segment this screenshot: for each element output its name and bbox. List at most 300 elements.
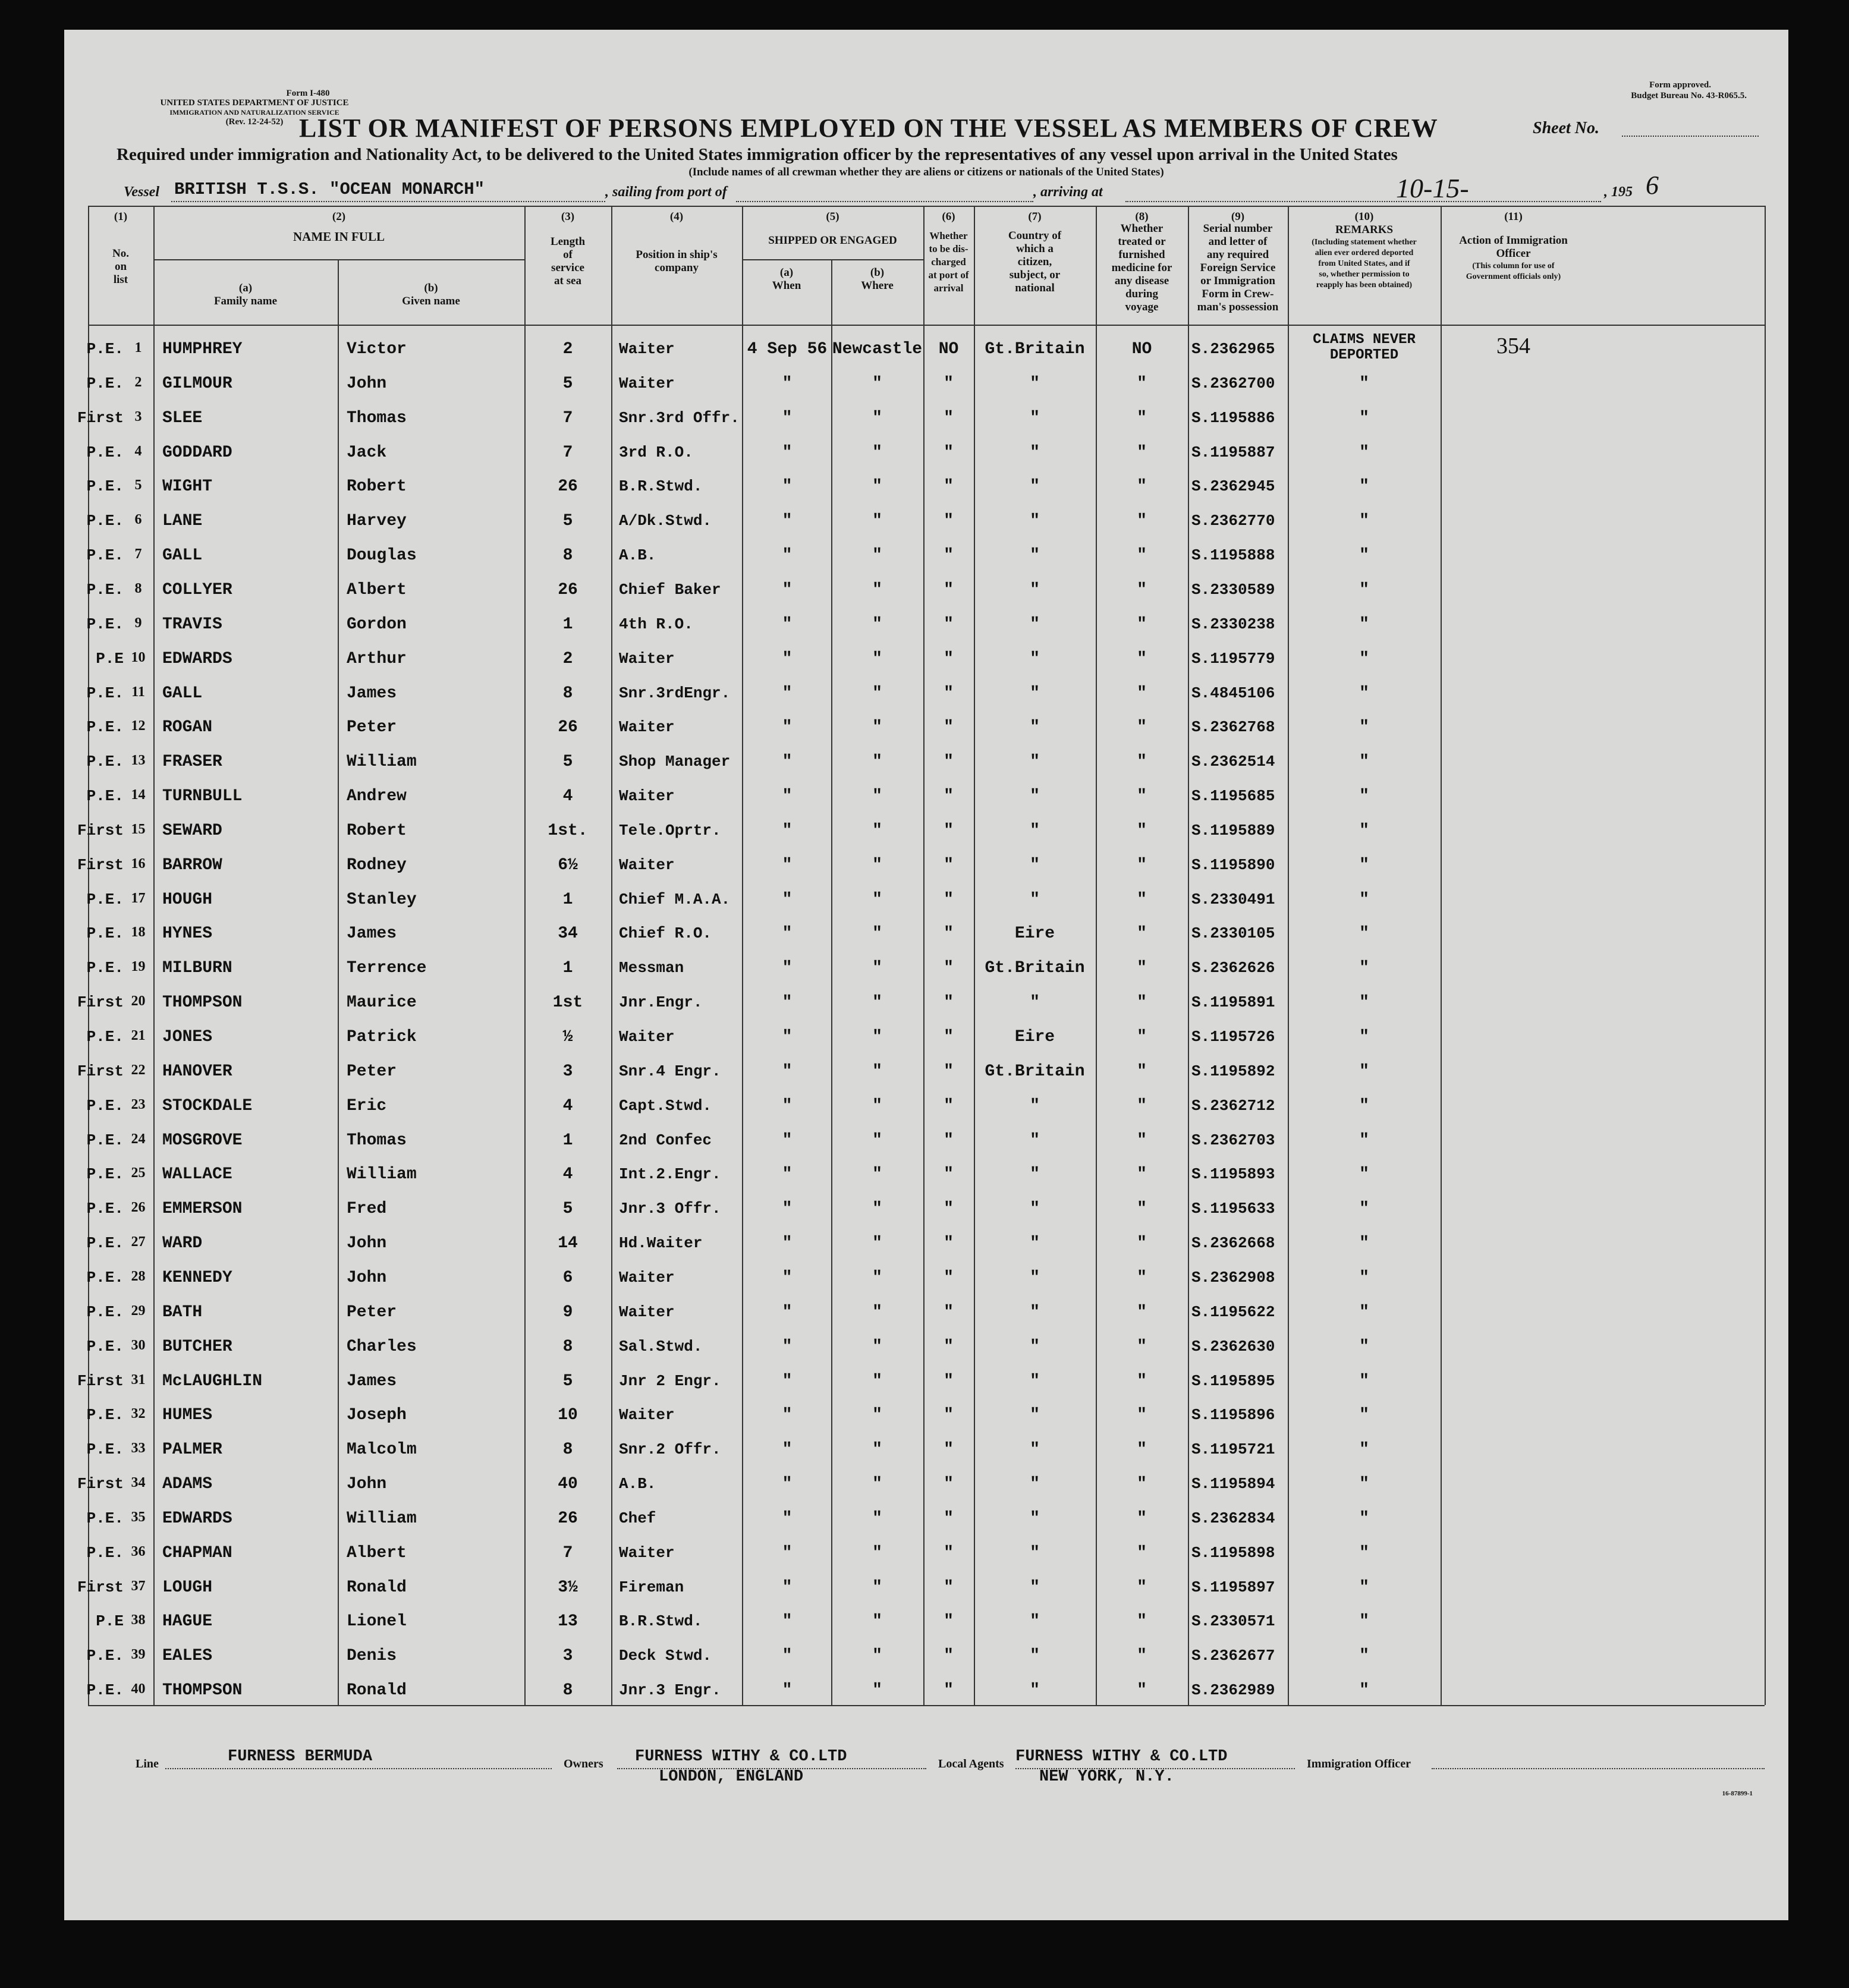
row-number: 14: [131, 787, 146, 803]
cell-length: 34: [558, 924, 578, 943]
cell-medicine: ": [1137, 1681, 1147, 1700]
cell-length: 5: [562, 512, 573, 531]
cell-given: William: [347, 753, 417, 772]
row-prefix: P.E.: [86, 1337, 124, 1355]
cell-given: Ronald: [347, 1681, 407, 1700]
row-prefix: P.E: [96, 649, 124, 668]
col1-label-1: No.: [112, 247, 129, 260]
cell-where: ": [872, 1372, 882, 1391]
row-number: 20: [131, 993, 146, 1009]
cell-family: STOCKDALE: [162, 1096, 253, 1115]
cell-serial: S.2362945: [1191, 477, 1275, 496]
col9-label-6: Form in Crew-: [1202, 288, 1274, 300]
col9-label-3: any required: [1206, 248, 1269, 261]
cell-family: EMMERSON: [162, 1200, 243, 1219]
cell-remarks: ": [1359, 1440, 1369, 1459]
cell-serial: S.2330105: [1191, 924, 1275, 943]
col1-number: (1): [114, 210, 128, 223]
cell-discharged: ": [944, 580, 954, 599]
row-number: 31: [131, 1372, 146, 1388]
row-number: 35: [131, 1509, 146, 1525]
cell-position: Chief Baker: [619, 580, 721, 599]
row-number: 12: [131, 718, 146, 734]
cell-given: Ronald: [347, 1578, 407, 1597]
col7-label-1: Country of: [1008, 229, 1062, 242]
cell-given: Thomas: [347, 408, 407, 427]
table-row: [88, 1155, 1812, 1189]
col2a-label: Family name: [213, 295, 278, 307]
col2a-letter: (a): [238, 282, 253, 294]
cell-country: ": [1030, 1303, 1040, 1322]
budget-bureau: Budget Bureau No. 43-R065.5.: [1631, 91, 1747, 100]
cell-given: Robert: [347, 821, 407, 840]
cell-discharged: ": [944, 684, 954, 703]
cell-where: ": [872, 1028, 882, 1046]
row-prefix: P.E.: [86, 1440, 124, 1459]
cell-family: TRAVIS: [162, 615, 222, 634]
col6-label-4: at port of: [928, 269, 969, 281]
col10-label-4: so, whether permission to: [1319, 270, 1410, 279]
cell-given: Stanley: [347, 890, 417, 909]
cell-family: ADAMS: [162, 1475, 213, 1494]
cell-length: 13: [558, 1612, 578, 1631]
col9-label-1: Serial number: [1203, 222, 1273, 235]
row-number: 30: [131, 1337, 146, 1353]
col9-number: (9): [1231, 210, 1245, 223]
row-prefix: P.E.: [86, 512, 124, 530]
col8-label-7: voyage: [1125, 301, 1159, 313]
cell-when: ": [782, 718, 793, 737]
table-row: [88, 1395, 1812, 1430]
cell-length: 8: [562, 1337, 573, 1356]
cell-discharged: ": [944, 512, 954, 531]
cell-family: COLLYER: [162, 580, 232, 599]
cell-country: ": [1030, 1131, 1040, 1150]
cell-where: ": [872, 1268, 882, 1287]
cell-country: ": [1030, 1200, 1040, 1219]
cell-country: ": [1030, 787, 1040, 806]
cell-where: ": [872, 374, 882, 393]
cell-when: ": [782, 1200, 793, 1219]
cell-medicine: ": [1137, 684, 1147, 703]
cell-where: ": [872, 1200, 882, 1219]
cell-position: Snr.3rdEngr.: [619, 684, 731, 702]
cell-when: ": [782, 1578, 793, 1597]
cell-position: Waiter: [619, 340, 675, 358]
table-row: [88, 1533, 1812, 1568]
cell-country: ": [1030, 1372, 1040, 1391]
cell-family: McLAUGHLIN: [162, 1372, 263, 1391]
col11-label-4: Government officials only): [1466, 272, 1561, 281]
row-prefix: P.E.: [86, 443, 124, 461]
row-number: 13: [131, 753, 146, 769]
cell-where: ": [872, 855, 882, 875]
cell-discharged: ": [944, 821, 954, 840]
row-prefix: P.E.: [86, 1543, 124, 1562]
row-prefix: First: [77, 993, 124, 1012]
row-prefix: P.E.: [86, 1681, 124, 1700]
cell-given: Patrick: [347, 1028, 417, 1046]
cell-length: 8: [562, 1681, 573, 1700]
col8-label-6: during: [1125, 288, 1158, 300]
cell-family: LOUGH: [162, 1578, 213, 1597]
cell-position: Messman: [619, 959, 684, 977]
cell-remarks: ": [1359, 959, 1369, 978]
cell-when: ": [782, 408, 793, 427]
cell-country: ": [1030, 1647, 1040, 1666]
cell-discharged: ": [944, 546, 954, 565]
cell-discharged: ": [944, 1200, 954, 1219]
cell-discharged: ": [944, 374, 954, 393]
arrival-date: 10-15-: [1396, 173, 1469, 203]
cell-where: ": [872, 1612, 882, 1631]
cell-discharged: NO: [938, 340, 959, 358]
cell-where: Newcastle: [832, 340, 923, 358]
table-row: [88, 536, 1812, 570]
cell-position: Snr.2 Offr.: [619, 1440, 721, 1459]
cell-when: ": [782, 1268, 793, 1287]
row-number: 39: [131, 1647, 146, 1663]
cell-where: ": [872, 684, 882, 703]
cell-medicine: ": [1137, 477, 1147, 496]
cell-position: 3rd R.O.: [619, 443, 693, 461]
cell-position: B.R.Stwd.: [619, 1612, 703, 1631]
cell-country: ": [1030, 615, 1040, 634]
col11-label-1: Action of Immigration: [1459, 234, 1568, 247]
cell-given: Douglas: [347, 546, 417, 565]
row-prefix: P.E.: [86, 718, 124, 737]
cell-country: ": [1030, 753, 1040, 772]
cell-remarks: ": [1359, 477, 1369, 496]
cell-where: ": [872, 649, 882, 668]
cell-when: ": [782, 615, 793, 634]
cell-remarks: ": [1359, 649, 1369, 668]
immigration-officer-label: Immigration Officer: [1307, 1757, 1411, 1770]
cell-serial: S.1195898: [1191, 1543, 1275, 1562]
row-prefix: First: [77, 821, 124, 839]
cell-where: ": [872, 1475, 882, 1494]
cell-remarks: ": [1359, 1028, 1369, 1046]
row-number: 36: [131, 1543, 146, 1559]
cell-where: ": [872, 1337, 882, 1356]
department-name: UNITED STATES DEPARTMENT OF JUSTICE: [160, 98, 349, 108]
cell-where: ": [872, 890, 882, 909]
col8-number: (8): [1135, 210, 1149, 223]
cell-where: ": [872, 477, 882, 496]
row-prefix: P.E.: [86, 1096, 124, 1115]
row-number: 10: [131, 649, 146, 665]
row-number: 19: [131, 959, 146, 975]
cell-when: ": [782, 924, 793, 943]
owners-label: Owners: [564, 1757, 603, 1770]
row-prefix: P.E.: [86, 1200, 124, 1218]
col5b-letter: (b): [870, 266, 885, 279]
cell-position: Tele.Oprtr.: [619, 821, 721, 839]
cell-discharged: ": [944, 1062, 954, 1081]
cell-serial: S.2362965: [1191, 340, 1275, 358]
cell-medicine: ": [1137, 1475, 1147, 1494]
row-prefix: First: [77, 1578, 124, 1596]
col6-label-1: Whether: [929, 230, 968, 241]
row-prefix: First: [77, 1475, 124, 1493]
vessel-label: Vessel: [124, 184, 159, 200]
cell-position: A.B.: [619, 546, 656, 565]
cell-discharged: ": [944, 1096, 954, 1115]
cell-remarks: ": [1359, 1131, 1369, 1150]
cell-where: ": [872, 1165, 882, 1184]
cell-length: 7: [562, 1543, 573, 1562]
cell-country: ": [1030, 1337, 1040, 1356]
row-prefix: P.E.: [86, 1268, 124, 1286]
cell-family: GODDARD: [162, 443, 232, 462]
cell-length: 1st.: [548, 821, 588, 840]
row-prefix: P.E.: [86, 924, 124, 943]
row-prefix: P.E.: [86, 1131, 124, 1149]
cell-remarks: ": [1359, 1543, 1369, 1562]
cell-length: 26: [558, 580, 578, 599]
cell-country: ": [1030, 1406, 1040, 1425]
row-prefix: P.E.: [86, 546, 124, 565]
cell-country: ": [1030, 718, 1040, 737]
cell-country: ": [1030, 649, 1040, 668]
cell-family: EALES: [162, 1647, 213, 1666]
col2b-label: Given name: [402, 295, 460, 307]
manifest-sheet: [64, 30, 1788, 1920]
cell-country: ": [1030, 546, 1040, 565]
cell-country: ": [1030, 408, 1040, 427]
col4-number: (4): [669, 210, 684, 223]
cell-medicine: ": [1137, 993, 1147, 1012]
cell-where: ": [872, 1234, 882, 1253]
cell-when: ": [782, 993, 793, 1012]
cell-remarks: ": [1359, 993, 1369, 1012]
cell-medicine: ": [1137, 580, 1147, 599]
cell-given: James: [347, 1372, 397, 1391]
cell-discharged: ": [944, 477, 954, 496]
cell-position: A/Dk.Stwd.: [619, 512, 712, 530]
table-row: [77, 1568, 1812, 1602]
cell-length: 2: [562, 340, 573, 358]
cell-country: ": [1030, 1681, 1040, 1700]
cell-serial: S.2362626: [1191, 959, 1275, 977]
vessel-name: BRITISH T.S.S. "OCEAN MONARCH": [174, 180, 485, 199]
cell-remarks: ": [1359, 580, 1369, 599]
table-row: [77, 398, 1812, 433]
cell-position: Jnr 2 Engr.: [619, 1372, 721, 1390]
year-suffix: 6: [1646, 171, 1659, 200]
cell-position: Snr.3rd Offr.: [619, 408, 740, 427]
col10-label-2: alien ever ordered deported: [1315, 248, 1414, 257]
cell-country: Gt.Britain: [985, 959, 1085, 978]
table-row: [88, 467, 1812, 501]
cell-country: ": [1030, 684, 1040, 703]
cell-serial: S.1195893: [1191, 1165, 1275, 1184]
cell-given: Joseph: [347, 1406, 407, 1425]
cell-given: William: [347, 1165, 417, 1184]
cell-family: GALL: [162, 684, 203, 703]
col11-label-2: Officer: [1496, 247, 1531, 260]
row-prefix: P.E.: [86, 615, 124, 633]
cell-given: Lionel: [347, 1612, 407, 1631]
col8-label-4: medicine for: [1111, 262, 1172, 274]
table-row: [88, 364, 1812, 398]
cell-country: ": [1030, 1475, 1040, 1494]
cell-remarks: ": [1359, 1372, 1369, 1391]
row-prefix: P.E.: [86, 787, 124, 806]
cell-family: SLEE: [162, 408, 203, 427]
cell-length: 6½: [558, 855, 578, 875]
cell-remarks: ": [1359, 1062, 1369, 1081]
cell-position: Jnr.Engr.: [619, 993, 703, 1012]
cell-serial: S.1195897: [1191, 1578, 1275, 1596]
cell-given: Malcolm: [347, 1440, 417, 1459]
cell-when: ": [782, 443, 793, 462]
cell-family: LANE: [162, 512, 203, 531]
table-row: [77, 1464, 1812, 1499]
cell-where: ": [872, 1578, 882, 1597]
row-number: 2: [134, 374, 142, 390]
cell-when: ": [782, 546, 793, 565]
cell-where: ": [872, 821, 882, 840]
cell-serial: S.1195887: [1191, 443, 1275, 461]
row-number: 5: [134, 477, 142, 493]
row-prefix: P.E.: [86, 340, 124, 358]
cell-medicine: ": [1137, 546, 1147, 565]
cell-length: 7: [562, 443, 573, 462]
cell-position: Chief M.A.A.: [619, 890, 731, 908]
cell-given: John: [347, 1268, 387, 1287]
owners-value-2: LONDON, ENGLAND: [659, 1768, 804, 1786]
table-row: [88, 570, 1812, 605]
cell-discharged: ": [944, 1372, 954, 1391]
cell-length: 3: [562, 1062, 573, 1081]
row-prefix: P.E.: [86, 1647, 124, 1665]
cell-medicine: ": [1137, 1062, 1147, 1081]
cell-remarks: ": [1359, 753, 1369, 772]
cell-serial: S.1195895: [1191, 1372, 1275, 1390]
cell-length: 1: [562, 959, 573, 978]
table-row: [88, 1189, 1812, 1223]
cell-given: Albert: [347, 580, 407, 599]
cell-medicine: ": [1137, 649, 1147, 668]
cell-country: ": [1030, 1096, 1040, 1115]
cell-serial: S.2362908: [1191, 1268, 1275, 1286]
cell-where: ": [872, 787, 882, 806]
cell-remarks: ": [1359, 546, 1369, 565]
cell-serial: S.2362700: [1191, 374, 1275, 392]
table-row: [88, 948, 1812, 983]
cell-discharged: ": [944, 1543, 954, 1562]
cell-when: ": [782, 1303, 793, 1322]
row-number: 29: [131, 1303, 146, 1319]
table-row: [88, 1636, 1812, 1671]
cell-medicine: ": [1137, 753, 1147, 772]
cell-country: ": [1030, 1578, 1040, 1597]
row-prefix: First: [77, 408, 124, 427]
cell-family: HANOVER: [162, 1062, 232, 1081]
row-number: 6: [134, 512, 142, 528]
table-row: [88, 1223, 1812, 1258]
cell-where: ": [872, 924, 882, 943]
form-number: Form I-480: [286, 89, 330, 98]
cell-given: Harvey: [347, 512, 407, 531]
row-prefix: P.E.: [86, 1165, 124, 1184]
cell-length: 5: [562, 1200, 573, 1219]
cell-discharged: ": [944, 615, 954, 634]
cell-position: 2nd Confec: [619, 1131, 712, 1149]
cell-family: HAGUE: [162, 1612, 213, 1631]
cell-remarks: ": [1359, 890, 1369, 909]
cell-given: Albert: [347, 1543, 407, 1562]
col8-label-5: any disease: [1114, 275, 1169, 287]
service-name: IMMIGRATION AND NATURALIZATION SERVICE: [169, 108, 339, 117]
cell-position: Hd.Waiter: [619, 1234, 703, 1253]
cell-serial: S.2362712: [1191, 1096, 1275, 1115]
row-number: 22: [131, 1062, 146, 1078]
form-code: 16-87899-1: [1722, 1790, 1753, 1797]
col5-title: SHIPPED OR ENGAGED: [768, 234, 897, 247]
cell-medicine: ": [1137, 718, 1147, 737]
cell-family: MILBURN: [162, 959, 232, 978]
cell-medicine: ": [1137, 443, 1147, 462]
cell-position: Sal.Stwd.: [619, 1337, 703, 1355]
cell-discharged: ": [944, 1509, 954, 1528]
cell-remarks: ": [1359, 374, 1369, 393]
col1-label-2: on: [114, 260, 127, 273]
cell-when: ": [782, 1647, 793, 1666]
cell-serial: S.2330571: [1191, 1612, 1275, 1631]
cell-given: James: [347, 684, 397, 703]
cell-position: Waiter: [619, 374, 675, 392]
cell-where: ": [872, 993, 882, 1012]
cell-discharged: ": [944, 753, 954, 772]
row-number: 34: [131, 1475, 146, 1491]
table-row: [88, 1430, 1812, 1464]
cell-given: Andrew: [347, 787, 407, 806]
table-row: [88, 674, 1812, 708]
cell-family: WIGHT: [162, 477, 213, 496]
cell-country: ": [1030, 1268, 1040, 1287]
cell-given: Denis: [347, 1647, 397, 1666]
col7-label-4: subject, or: [1009, 269, 1061, 281]
cell-medicine: ": [1137, 855, 1147, 875]
table-row: [88, 880, 1812, 914]
cell-when: ": [782, 959, 793, 978]
cell-serial: S.1195721: [1191, 1440, 1275, 1459]
cell-given: John: [347, 1234, 387, 1253]
cell-position: Chief R.O.: [619, 924, 712, 943]
cell-length: 3½: [558, 1578, 578, 1597]
row-number: 28: [131, 1268, 146, 1284]
row-prefix: P.E: [96, 1612, 124, 1631]
row-prefix: P.E.: [86, 684, 124, 702]
row-prefix: P.E.: [86, 374, 124, 392]
cell-discharged: ": [944, 1475, 954, 1494]
cell-medicine: ": [1137, 1612, 1147, 1631]
col5-number: (5): [826, 210, 839, 223]
cell-medicine: ": [1137, 1096, 1147, 1115]
cell-discharged: ": [944, 1028, 954, 1046]
table-row: [77, 845, 1812, 880]
cell-serial: S.1195894: [1191, 1475, 1275, 1493]
table-row: [88, 742, 1812, 776]
cell-remarks: ": [1359, 512, 1369, 531]
cell-medicine: ": [1137, 821, 1147, 840]
agents-value-2: NEW YORK, N.Y.: [1039, 1768, 1174, 1786]
cell-length: 2: [562, 649, 573, 668]
cell-remarks: ": [1359, 855, 1369, 875]
cell-when: ": [782, 1028, 793, 1046]
